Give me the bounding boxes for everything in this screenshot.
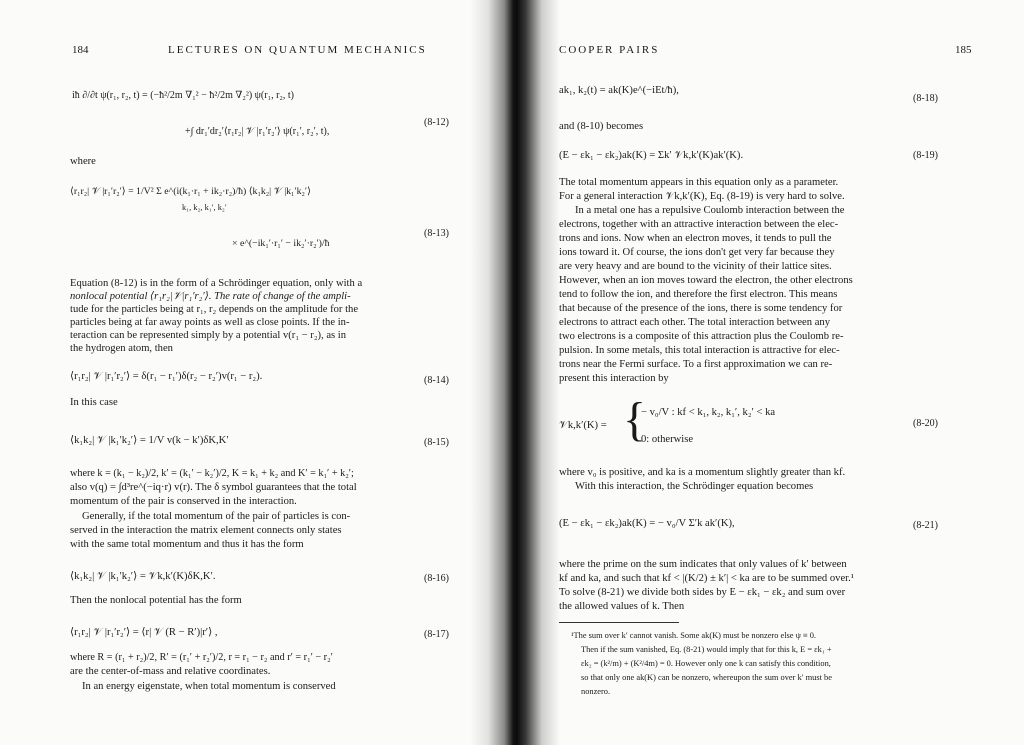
- text-line: particles being at far away points as well as close points. If the in-: [70, 317, 350, 328]
- right-running-head: COOPER PAIRS: [559, 44, 660, 56]
- eq-8-19-number: (8-19): [913, 150, 938, 161]
- paragraph-energy-eigenstate: In an energy eigenstate, when total momentum is conserved: [82, 681, 336, 692]
- eq-8-16: ⟨k₁k₂| 𝒱 |k₁′k₂′⟩ = 𝒱k,k′(K)δK,K′.: [70, 571, 216, 582]
- right-page-number: 185: [955, 44, 972, 56]
- text-line: momentum of the pair is conserved in the interaction.: [70, 496, 297, 507]
- text-line: pulsion. In some metals, this total interaction is attractive for elec-: [559, 345, 840, 356]
- eq-8-21: (E − εk₁ − εk₂)ak(K) = − v₀/V Σ′k ak′(K),: [559, 518, 735, 529]
- eq-8-20-case2: 0: otherwise: [641, 434, 694, 445]
- text-line: trons and ions. Now when an electron moves, it tends to pull the: [559, 233, 832, 244]
- eq-8-20-case1: − v₀/V : kf < k₁, k₂, k₁′, k₂′ < ka: [641, 407, 776, 418]
- text-line: present this interaction by: [559, 373, 669, 384]
- left-page: [0, 0, 490, 745]
- text-line: where k = (k₁ − k₂)/2, k′ = (k₁′ − k₂′)/2, K = k₁ + k₂ and K′ = k₁′ + k₂′;: [70, 468, 354, 479]
- eq-8-15-number: (8-15): [424, 437, 449, 448]
- eq-8-14: ⟨r₁r₂| 𝒱 |r₁′r₂′⟩ = δ(r₁ − r₁′)δ(r₂ − r₂′)v(r₁ − r₂).: [70, 371, 263, 382]
- text-line: The total momentum appears in this equation only as a parameter.: [559, 177, 839, 188]
- text-line: To solve (8-21) we divide both sides by E − εk₁ − εk₂ and sum over: [559, 587, 846, 598]
- eq-8-13-number: (8-13): [424, 228, 449, 239]
- eq-8-17: ⟨r₁r₂| 𝒱 |r₁′r₂′⟩ = ⟨r| 𝒱 (R − R′)|r′⟩ ,: [70, 627, 218, 638]
- text-line: nonlocal potential ⟨r₁r₂|𝒱|r₁′r₂′⟩. The rate of change of the ampli-: [70, 291, 351, 302]
- paragraph-v0-positive: where v₀ is positive, and ka is a momentum slightly greater than kf.: [559, 467, 846, 478]
- text-line: are very heavy and are bound to the vicinity of their lattice sites.: [559, 261, 832, 272]
- eq-8-20-lhs: 𝒱k,k′(K) =: [559, 420, 607, 431]
- in-this-case-label: In this case: [70, 397, 118, 408]
- text-line: are the center-of-mass and relative coordinates.: [70, 666, 271, 677]
- text-line: with the same total momentum and thus it has the form: [70, 539, 304, 550]
- where-label-1: where: [70, 156, 96, 167]
- text-line: where the prime on the sum indicates that only values of k′ between: [559, 559, 847, 570]
- footnote-line: εk₂ = (k²/m) + (K²/4m) = 0. However only one k can satisfy this condition,: [581, 659, 831, 668]
- text-line: In a metal one has a repulsive Coulomb interaction between the: [575, 205, 845, 216]
- eq-8-13-line1: ⟨r₁r₂| 𝒱 |r₁′r₂′⟩ = 1/V² Σ e^(i(k₁·r₁ + ik₂·r₂)/ħ) ⟨k₁k₂| 𝒱 |k₁′k₂′⟩: [70, 186, 311, 197]
- text-line: teraction can be represented simply by a potential v(r₁ − r₂), as in: [70, 330, 347, 341]
- right-page: [545, 0, 1024, 745]
- text-line: kf and ka, and such that kf < |(K/2) ± k′| < ka are to be summed over.¹: [559, 573, 854, 584]
- text-line: ions toward it. Of course, the ions don't get very far because they: [559, 247, 835, 258]
- eq-8-14-number: (8-14): [424, 375, 449, 386]
- eq-8-15: ⟨k₁k₂| 𝒱 |k₁′k₂′⟩ = 1/V v(k − k′)δK,K′: [70, 435, 229, 446]
- eq-8-12-number: (8-12): [424, 117, 449, 128]
- text-line: tude for the particles being at r₁, r₂ depends on the amplitude for the: [70, 304, 359, 315]
- eq-8-20-number: (8-20): [913, 418, 938, 429]
- footnote-line: so that only one ak(K) can be nonzero, whereupon the sum over k′ must be: [581, 673, 832, 682]
- text-line: where R = (r₁ + r₂)/2, R′ = (r₁′ + r₂′)/2, r = r₁ − r₂ and r′ = r₁′ − r₂′: [70, 652, 333, 663]
- eq-8-17-number: (8-17): [424, 629, 449, 640]
- footnote-rule: [559, 622, 679, 623]
- eq-8-20-brace: {: [623, 393, 647, 446]
- text-line: served in the interaction the matrix element connects only states: [70, 525, 342, 536]
- text-line: two electrons is a composite of this attraction plus the Coulomb re-: [559, 331, 844, 342]
- eq-8-16-number: (8-16): [424, 573, 449, 584]
- eq-8-12-lhs: iħ ∂/∂t ψ(r₁, r₂, t) = (−ħ²/2m ∇₁² − ħ²/2m ∇₂²) ψ(r₁, r₂, t): [72, 90, 295, 101]
- paragraph-schrodinger-becomes: With this interaction, the Schrödinger equation becomes: [575, 481, 814, 492]
- footnote-line: Then if the sum vanished, Eq. (8-21) would imply that for this k, E = εk₁ +: [581, 645, 832, 654]
- text-line: tend to follow the ion, and therefore the first electron. This means: [559, 289, 838, 300]
- eq-8-18: ak₁, k₂(t) = ak(K)e^(−iEt/ħ),: [559, 85, 679, 96]
- text-line: also v(q) = ∫d³re^(−iq·r) v(r). The δ symbol guarantees that the total: [70, 482, 357, 493]
- eq-8-19: (E − εk₁ − εk₂)ak(K) = Σk′ 𝒱k,k′(K)ak′(K).: [559, 150, 744, 161]
- eq-8-13-sum-indices: k₁, k₂, k₁′, k₂′: [182, 203, 227, 212]
- eq-8-18-number: (8-18): [913, 93, 938, 104]
- text-line: Generally, if the total momentum of the pair of particles is con-: [82, 511, 351, 522]
- text-line: However, when an ion moves toward the electron, the other electrons: [559, 275, 853, 286]
- text-line: For a general interaction 𝒱k,k′(K), Eq. (8-19) is very hard to solve.: [559, 191, 845, 202]
- and-becomes-label: and (8-10) becomes: [559, 121, 644, 132]
- eq-8-12-rhs: +∫ dr₁′dr₂′⟨r₁r₂| 𝒱 |r₁′r₂′⟩ ψ(r₁′, r₂′, t),: [185, 126, 330, 137]
- text-line: Equation (8-12) is in the form of a Schrödinger equation, only with a: [70, 278, 363, 289]
- then-nonlocal-label: Then the nonlocal potential has the form: [70, 595, 242, 606]
- text-line: that because of the presence of the ions, there is some tendency for: [559, 303, 843, 314]
- eq-8-13-line2: × e^(−ik₁′·r₁′ − ik₂′·r₂′)/ħ: [232, 238, 330, 249]
- eq-8-21-number: (8-21): [913, 520, 938, 531]
- text-line: trons near the Fermi surface. To a first approximation we can re-: [559, 359, 833, 370]
- text-line: electrons to attract each other. The total interaction between any: [559, 317, 831, 328]
- left-page-number: 184: [72, 44, 89, 56]
- text-line: electrons, together with an attractive interaction between the elec-: [559, 219, 839, 230]
- text-line: the allowed values of k. Then: [559, 601, 685, 612]
- text-line: the hydrogen atom, then: [70, 343, 173, 354]
- footnote-line: ¹The sum over k′ cannot vanish. Some ak(K) must be nonzero else ψ ≡ 0.: [571, 631, 817, 640]
- left-running-head: LECTURES ON QUANTUM MECHANICS: [168, 44, 427, 56]
- footnote-line: nonzero.: [581, 687, 611, 696]
